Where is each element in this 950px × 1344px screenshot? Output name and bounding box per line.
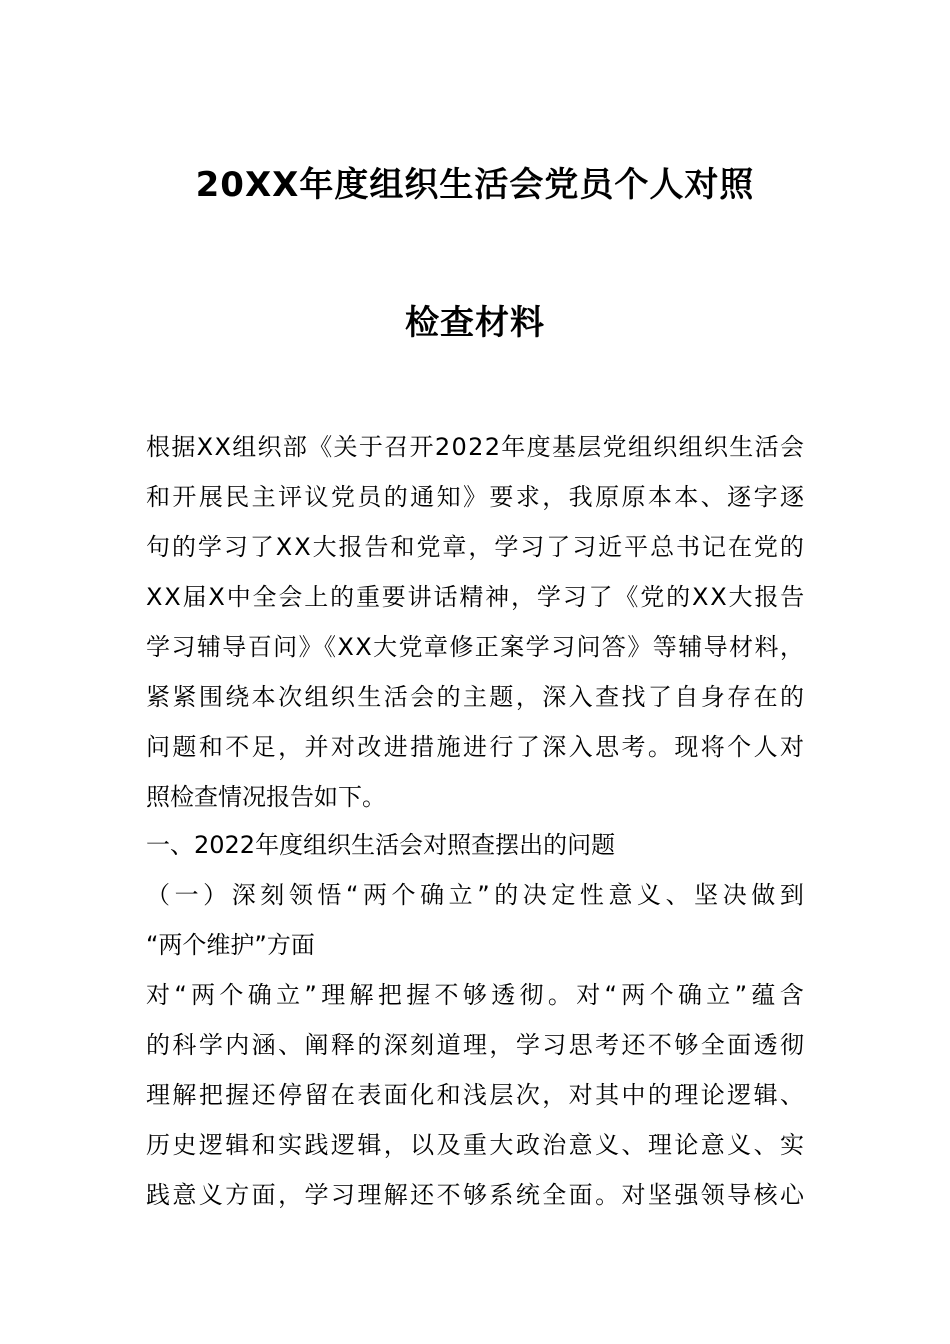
body-line-13: 的科学内涵、阐释的深刻道理，学习思考还不够全面透彻: [146, 1031, 807, 1059]
body-line-5: 学习辅导百问》《XX大党章修正案学习问答》等辅导材料，: [146, 633, 806, 661]
body-line-4: XX届X中全会上的重要讲话精神，学习了《党的XX大报告: [146, 583, 807, 611]
body-line-1: 根据XX组织部《关于召开2022年度基层党组织组织生活会: [146, 433, 806, 461]
document-title-line-2: 检查材料: [405, 303, 545, 343]
body-line-8: 照检查情况报告如下。: [146, 783, 386, 811]
subsection-heading-1: （一）深刻领悟“两个确立”的决定性意义、坚决做到: [146, 881, 809, 909]
body-line-6: 紧紧围绕本次组织生活会的主题，深入查找了自身存在的: [146, 683, 807, 711]
body-line-2: 和开展民主评议党员的通知》要求，我原原本本、逐字逐: [146, 483, 807, 511]
body-line-3: 句的学习了XX大报告和党章，学习了习近平总书记在党的: [146, 533, 806, 561]
body-line-14: 理解把握还停留在表面化和浅层次，对其中的理论逻辑、: [146, 1081, 807, 1109]
body-line-16: 践意义方面，学习理解还不够系统全面。对坚强领导核心: [146, 1181, 807, 1209]
body-line-7: 问题和不足，并对改进措施进行了深入思考。现将个人对: [146, 733, 807, 761]
body-line-15: 历史逻辑和实践逻辑，以及重大政治意义、理论意义、实: [146, 1131, 807, 1159]
document-title-line-1: 20XX年度组织生活会党员个人对照: [195, 165, 755, 205]
body-line-12: 对“两个确立”理解把握不够透彻。对“两个确立”蕴含: [146, 981, 809, 1009]
subsection-heading-1-cont: “两个维护”方面: [146, 931, 315, 959]
section-heading-1: 一、2022年度组织生活会对照查摆出的问题: [146, 831, 616, 859]
